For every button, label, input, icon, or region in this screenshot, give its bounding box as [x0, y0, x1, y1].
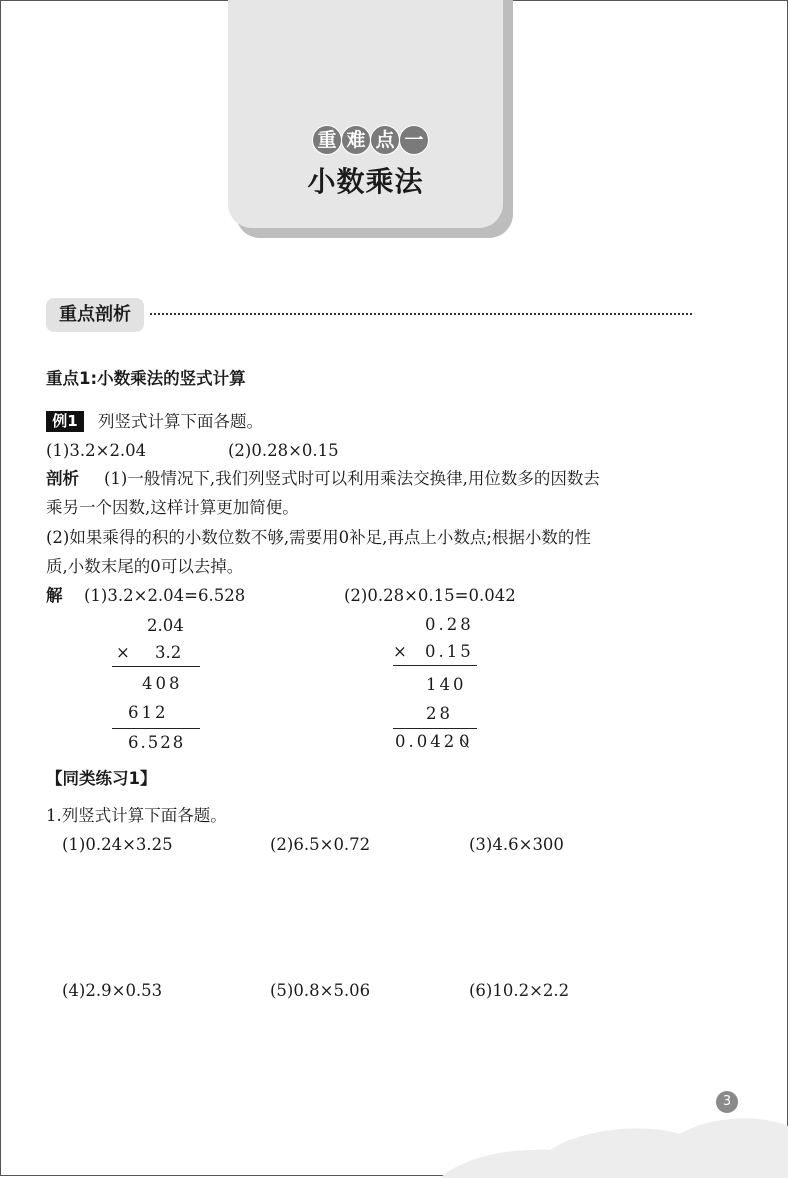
example-question-2: (2)0.28×0.15 — [228, 441, 339, 460]
calc2-rule — [393, 665, 477, 666]
header-badge — [312, 124, 428, 156]
header-badge-char: 重 — [312, 125, 342, 155]
practice-title: 【同类练习1】 — [46, 769, 157, 788]
calc2-partial: 28 — [426, 704, 453, 723]
calc1-partial: 408 — [142, 674, 183, 693]
calc2-result-trailing-zero: 0 — [459, 732, 473, 751]
analysis-text: (1)一般情况下,我们列竖式时可以利用乘法交换律,用位数多的因数去 — [104, 469, 600, 488]
practice-item: (5)0.8×5.06 — [270, 981, 371, 1000]
section-heading: 重点剖析 — [46, 298, 144, 332]
page-title: 小数乘法 — [307, 165, 424, 198]
calc1-rule — [112, 728, 200, 729]
calc2-operator: × — [393, 642, 410, 661]
analysis-text: 乘另一个因数,这样计算更加简便。 — [46, 498, 299, 517]
calc2-result: 0.042 — [395, 732, 458, 751]
calc2-partial: 140 — [426, 675, 467, 694]
calc2-rule — [393, 728, 477, 729]
dotted-leader — [150, 313, 692, 315]
calc1-multiplier: 3.2 — [155, 643, 182, 662]
page-number: 3 — [716, 1091, 738, 1113]
practice-prompt: 1.列竖式计算下面各题。 — [46, 806, 227, 825]
cloud-decoration — [440, 1100, 788, 1178]
practice-item: (6)10.2×2.2 — [469, 981, 570, 1000]
solution-2: (2)0.28×0.15=0.042 — [344, 586, 516, 605]
analysis-text: 质,小数末尾的0可以去掉。 — [46, 557, 244, 576]
point-title: 重点1:小数乘法的竖式计算 — [46, 369, 246, 388]
analysis-label: 剖析 — [46, 469, 79, 488]
calc1-rule — [112, 666, 200, 667]
analysis-text: (2)如果乘得的积的小数位数不够,需要用0补足,再点上小数点;根据小数的性 — [46, 528, 591, 547]
example-prompt: 列竖式计算下面各题。 — [98, 412, 263, 431]
calc2-multiplier: 0.15 — [425, 642, 474, 661]
solution-label: 解 — [46, 586, 63, 605]
calc1-operator: × — [116, 643, 133, 662]
solution-1: (1)3.2×2.04=6.528 — [84, 586, 246, 605]
calc1-top: 2.04 — [147, 616, 184, 635]
example-badge: 例1 — [46, 411, 84, 432]
calc1-result: 6.528 — [128, 733, 186, 752]
header-badge-char: 点 — [370, 125, 400, 155]
example-question-1: (1)3.2×2.04 — [46, 441, 147, 460]
header-badge-char: 一 — [399, 125, 429, 155]
practice-item: (2)6.5×0.72 — [270, 835, 371, 854]
practice-item: (1)0.24×3.25 — [62, 835, 173, 854]
practice-item: (3)4.6×300 — [469, 835, 564, 854]
practice-item: (4)2.9×0.53 — [62, 981, 163, 1000]
calc2-top: 0.28 — [425, 615, 474, 634]
calc1-partial: 612 — [128, 703, 169, 722]
header-badge-char: 难 — [341, 125, 371, 155]
